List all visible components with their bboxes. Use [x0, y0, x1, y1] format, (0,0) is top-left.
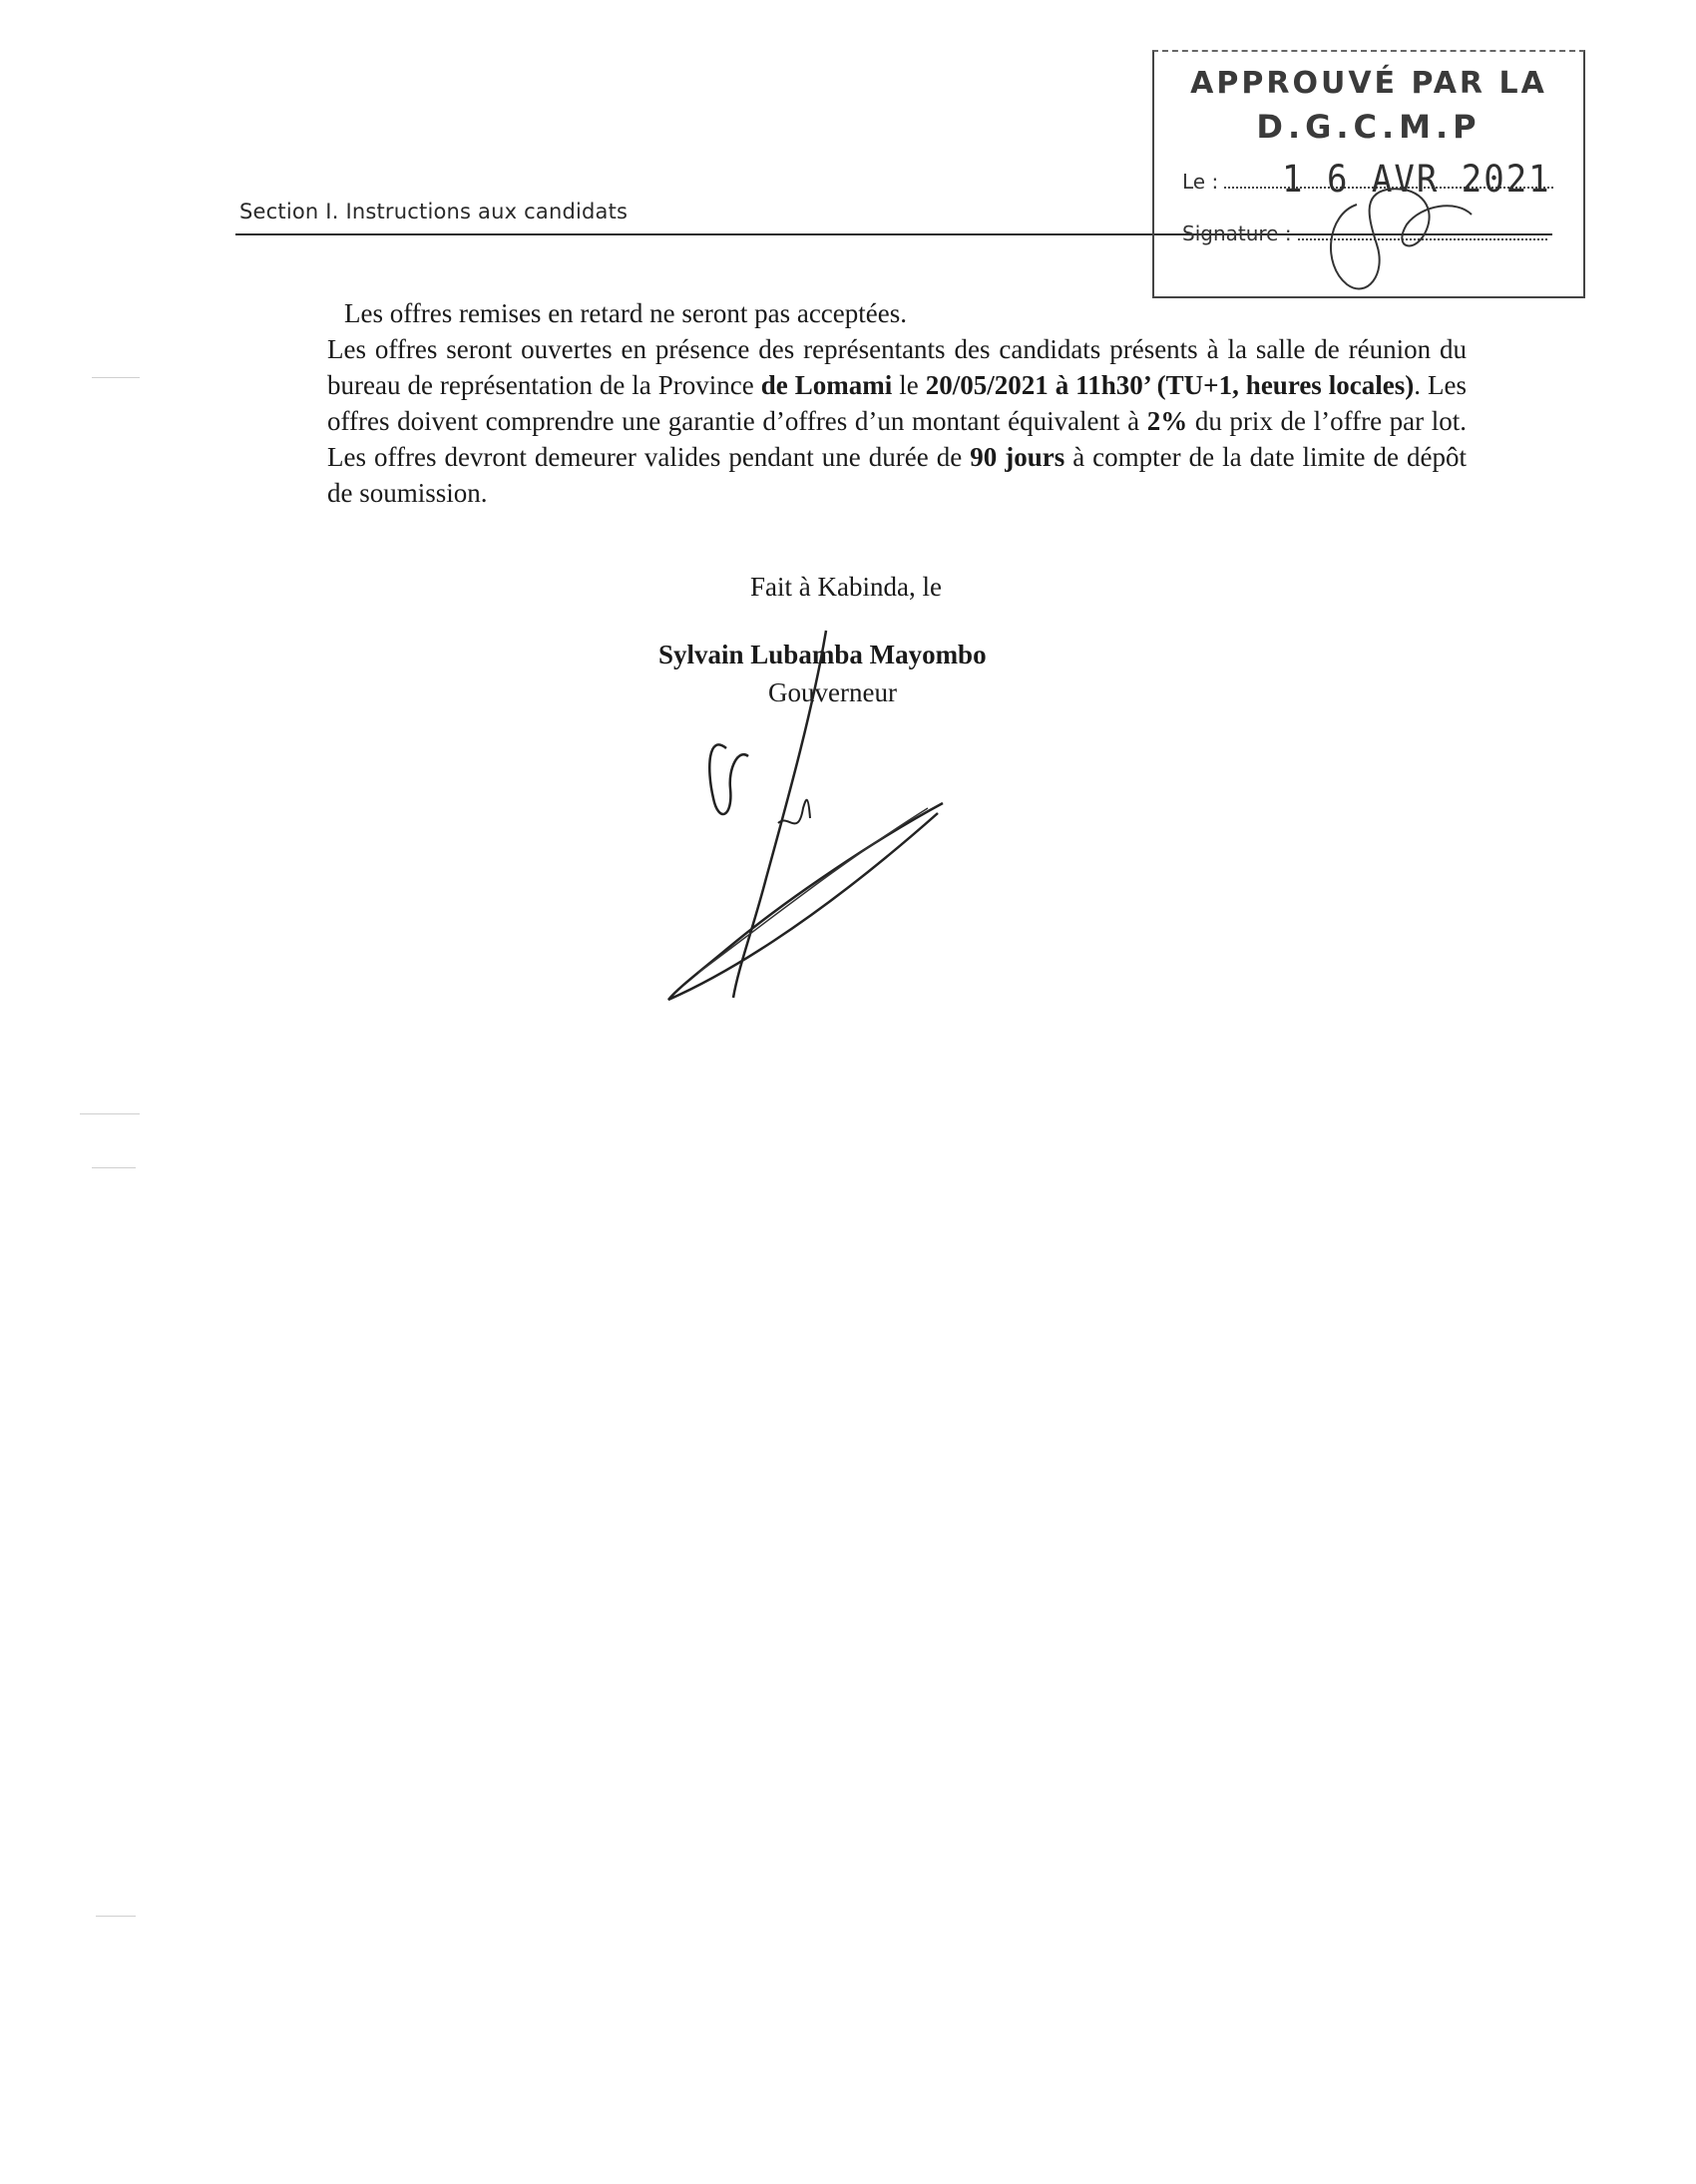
para2-duration: 90 jours [970, 442, 1065, 472]
para2-text-5: à compter de la date limite de dépôt de soumission. [327, 442, 1467, 508]
paragraph-opening-details [327, 331, 1467, 511]
para2-text-2: le [892, 370, 926, 400]
para2-text-1: Les offres seront ouvertes en présence des représentants des candidats présents à la salle de réunion du bureau de représentation de la Province [327, 334, 1467, 400]
paragraph-late-offers: Les offres remises en retard ne seront pas acceptées. [344, 298, 907, 328]
para2-date-time: 20/05/2021 à 11h30’ (TU+1, heures locales) [925, 370, 1415, 400]
section-header: Section I. Instructions aux candidats [239, 200, 629, 223]
signatory-name: Sylvain Lubamba Mayombo [658, 640, 987, 669]
handwritten-signature [638, 629, 978, 1008]
stamp-signature-label: Signature : [1182, 221, 1292, 245]
place-date-line: Fait à Kabinda, le [750, 572, 942, 602]
stamp-date-label: Le : [1182, 170, 1219, 194]
para2-text-4: du prix de l’offre par lot. Les offres devront demeurer valides pendant une durée de [327, 406, 1468, 472]
stamp-title-line1: APPROUVÉ PAR LA [1190, 66, 1547, 101]
stamp-signature-scribble [1307, 175, 1486, 304]
para2-text-3: . Les offres doivent comprendre une garantie d’offres d’un montant équivalent à [327, 370, 1467, 436]
stamp-title-line2: D.G.C.M.P [1256, 108, 1482, 146]
stamp-date-value: 1 6 AVR 2021 [1282, 158, 1551, 202]
signatory-title: Gouverneur [768, 677, 897, 707]
para2-percentage: 2% [1146, 406, 1188, 436]
para2-province: de Lomami [760, 370, 893, 400]
